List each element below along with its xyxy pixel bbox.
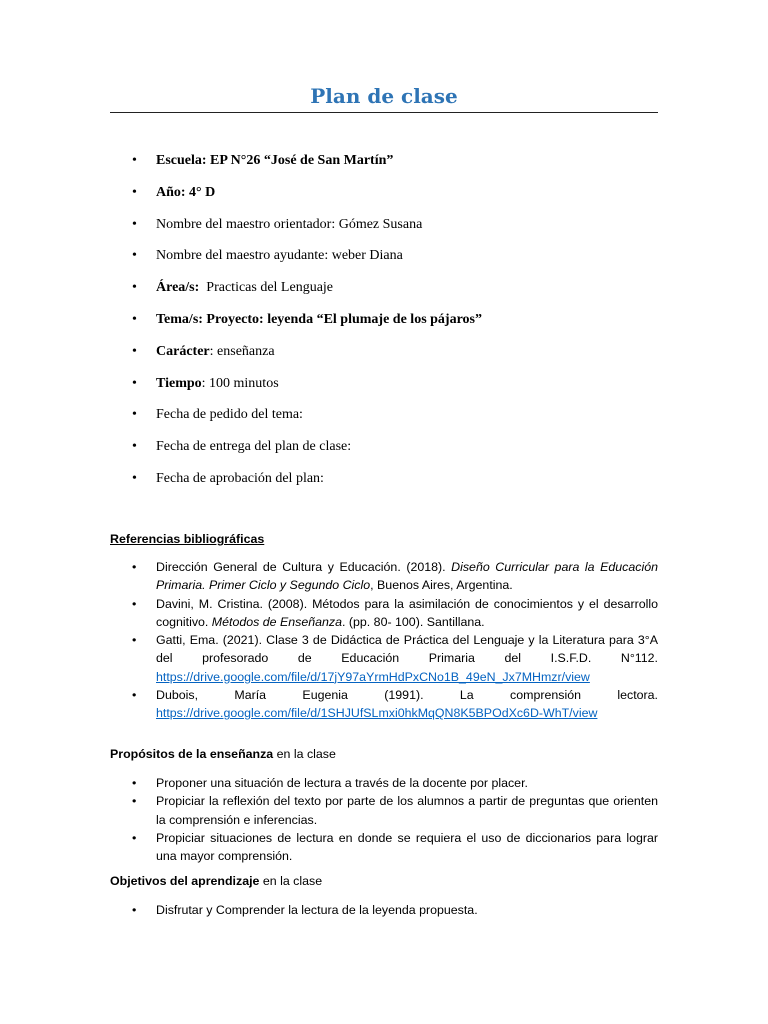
- info-label: Tema/s: Proyecto: leyenda “El plumaje de los pájaros”: [156, 311, 483, 327]
- info-value: : 100 minutos: [201, 375, 279, 391]
- reference-text: Dirección General de Cultura y Educación. (2018).: [156, 560, 452, 574]
- objective-text: Disfrutar y Comprender la lectura de la leyenda propuesta.: [156, 903, 478, 917]
- bullet-icon: •: [132, 439, 137, 455]
- reference-item: [110, 558, 658, 595]
- info-item-approval-date: [110, 469, 658, 501]
- purposes-heading-bold: Propósitos de la enseñanza: [110, 747, 274, 761]
- bullet-icon: •: [132, 794, 137, 809]
- bullet-icon: •: [132, 633, 137, 648]
- objective-item: [110, 901, 658, 919]
- title-underline-divider: [110, 112, 658, 113]
- class-info-list: [110, 151, 658, 501]
- bullet-icon: •: [132, 343, 137, 359]
- info-item-topic: [110, 310, 658, 342]
- bullet-icon: •: [132, 560, 137, 574]
- reference-item: [110, 595, 658, 632]
- info-label: Año: 4° D: [156, 184, 216, 200]
- bullet-icon: •: [132, 470, 137, 486]
- info-value: Fecha de entrega del plan de clase:: [156, 439, 352, 455]
- info-label: Escuela: EP N°26 “José de San Martín”: [156, 153, 394, 168]
- purposes-list: [110, 774, 658, 865]
- reference-title: Diseño Curricular para la Educación Primaria. Primer Ciclo y Segundo Ciclo: [156, 560, 658, 593]
- reference-text: . (pp. 80- 100). Santillana.: [342, 614, 485, 629]
- reference-title: Métodos de Enseñanza: [211, 614, 342, 629]
- info-value: : enseñanza: [209, 343, 275, 359]
- bullet-icon: •: [132, 216, 137, 232]
- bullet-icon: •: [132, 596, 137, 611]
- info-item-lead-teacher: [110, 215, 658, 247]
- purpose-text: Propiciar situaciones de lectura en donde se requiera el uso de diccionarios para lograr una mayor comprensión.: [156, 830, 658, 864]
- reference-text: , Buenos Aires, Argentina.: [370, 578, 513, 593]
- references-heading: [110, 530, 658, 548]
- bullet-icon: •: [132, 830, 137, 845]
- bullet-icon: •: [132, 280, 137, 296]
- info-label: Área/s:: [156, 280, 200, 296]
- info-value: Fecha de pedido del tema:: [156, 407, 303, 423]
- bullet-icon: •: [132, 184, 137, 200]
- info-item-time: [110, 374, 658, 406]
- info-item-year: [110, 183, 658, 215]
- reference-link[interactable]: https://drive.google.com/file/d/1SHJUfSLmxi0hkMqQN8K5BPOdXc6D-WhT/view: [156, 706, 598, 721]
- purposes-heading-rest: en la clase: [273, 747, 336, 761]
- reference-link[interactable]: https://drive.google.com/file/d/17jY97aYrmHdPxCNo1B_49eN_Jx7MHmzr/view: [156, 669, 590, 684]
- bullet-icon: •: [132, 153, 137, 168]
- purpose-item: [110, 792, 658, 829]
- objectives-heading: [110, 872, 658, 890]
- info-value: Nombre del maestro orientador: Gómez Susana: [156, 216, 423, 232]
- info-item-school: [110, 151, 658, 183]
- bullet-icon: •: [132, 375, 137, 391]
- reference-item: [110, 631, 658, 686]
- page-title: Plan de clase: [310, 84, 458, 108]
- info-item-request-date: [110, 405, 658, 437]
- info-label: Carácter: [156, 343, 210, 359]
- bullet-icon: •: [132, 776, 137, 790]
- info-item-area: [110, 278, 658, 310]
- objectives-heading-bold: Objetivos del aprendizaje: [110, 874, 260, 888]
- reference-text: Dubois, María Eugenia (1991). La comprensión lectora.: [156, 688, 658, 703]
- references-heading-text: Referencias bibliográficas: [110, 532, 265, 546]
- info-value: Nombre del maestro ayudante: weber Diana: [156, 248, 403, 264]
- bullet-icon: •: [132, 688, 137, 703]
- purpose-item: [110, 829, 658, 866]
- reference-text: Davini, M. Cristina. (2008). Métodos para la asimilación de conocimientos y el desarrollo cognitivo.: [156, 596, 658, 629]
- info-item-delivery-date: [110, 437, 658, 469]
- reference-item: [110, 686, 658, 723]
- bullet-icon: •: [132, 248, 137, 264]
- objectives-heading-rest: en la clase: [259, 874, 323, 888]
- info-value: Fecha de aprobación del plan:: [156, 470, 324, 486]
- info-item-assistant-teacher: [110, 246, 658, 278]
- bullet-icon: •: [132, 407, 137, 423]
- info-item-character: [110, 342, 658, 374]
- purposes-heading: [110, 745, 658, 763]
- purpose-text: Propiciar la reflexión del texto por parte de los alumnos a partir de preguntas que orienten la comprensión e inferencias.: [156, 794, 658, 827]
- purpose-item: [110, 774, 658, 792]
- references-list: [110, 558, 658, 723]
- bullet-icon: •: [132, 311, 137, 327]
- info-value: Practicas del Lenguaje: [199, 280, 334, 296]
- purpose-text: Proponer una situación de lectura a través de la docente por placer.: [156, 776, 528, 790]
- reference-text: Gatti, Ema. (2021). Clase 3 de Didáctica de Práctica del Lenguaje y la Literatura para 3°A del profesorado de Educación Primaria del I.S.F.D. N°112.: [156, 633, 658, 666]
- objectives-list: [110, 901, 658, 919]
- info-label: Tiempo: [156, 375, 202, 391]
- bullet-icon: •: [132, 903, 137, 917]
